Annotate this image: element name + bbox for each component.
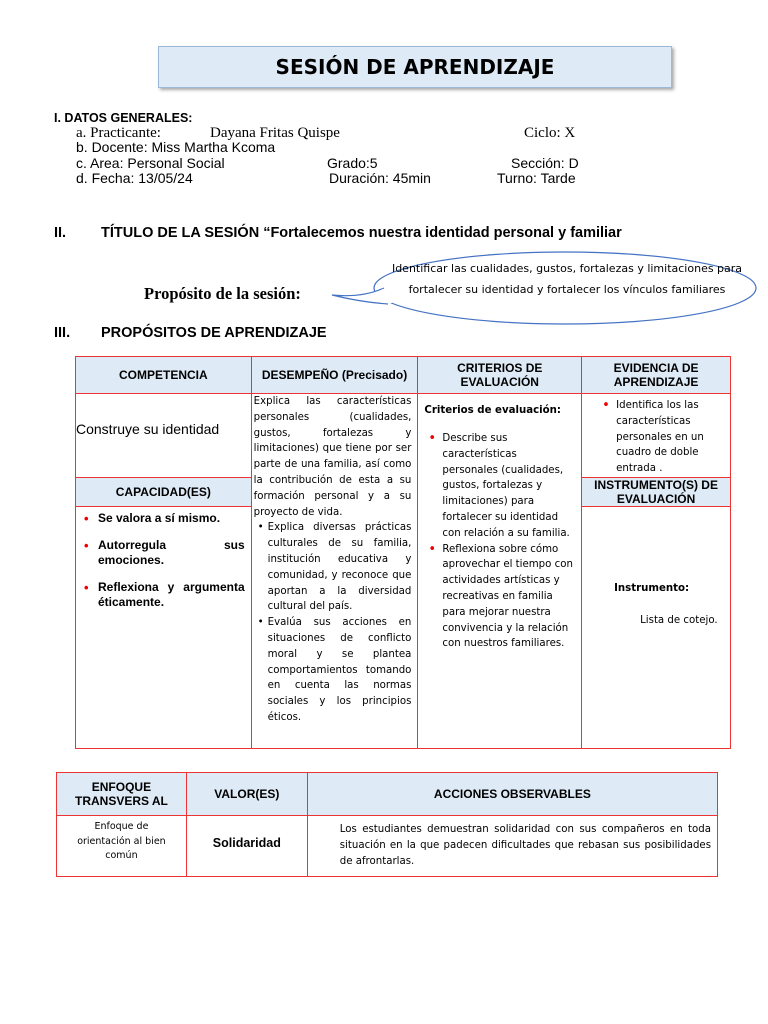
capacidades-cell [76,506,252,748]
header-acciones: ACCIONES OBSERVABLES [307,773,717,816]
header-valor: VALOR(ES) [186,773,307,816]
ciclo-value: Ciclo: X [524,125,576,141]
turno-value: Turno: Tarde [497,170,576,186]
practicante-label: a. Practicante: [76,125,161,141]
acciones-cell: Los estudiantes demuestran solidaridad con sus compañeros en toda situación en la que padecen dificultades que rebasan sus posibilidades de afrontarlas. [307,816,717,877]
section-2-number: II. [54,225,67,241]
desempeno-item: • Explica diversas prácticas culturales de su familia, institución educativa y comunidad, y reconoce que aportan a la diversidad cultural del país. [268,520,412,615]
learning-purposes-table [75,356,731,749]
header-instrumento: INSTRUMENTO(S) DE EVALUACIÓN [582,477,731,506]
evidencia-item: • Identifica los las características personales en un cuadro de doble entrada . [616,398,726,477]
header-evidencia: EVIDENCIA DE APRENDIZAJE [582,357,731,394]
capacidad-item: • Se valora a sí mismo. [98,511,245,526]
criterios-label: Criterios de evaluación: [424,405,561,416]
criterios-cell [418,394,582,749]
competencia-cell: Construye su identidad [76,394,252,478]
valor-cell: Solidaridad [186,816,307,877]
instrumento-value: Lista de cotejo. [640,614,718,626]
enfoque-cell: Enfoque de orientación al bien común [57,816,187,877]
page-title: SESIÓN DE APRENDIZAJE [158,46,672,88]
proposito-line-1: Identificar las cualidades, gustos, fortalezas y limitaciones para [391,262,743,275]
duracion-value: Duración: 45min [329,170,431,186]
capacidad-item: • Reflexiona y argumenta éticamente. [98,580,245,610]
seccion-value: Sección: D [511,155,579,171]
evidencia-cell [582,394,731,478]
enfoque-table [56,772,718,877]
desempeno-item: • Evalúa sus acciones en situaciones de conflicto moral y se plantea comportamientos tomando en cuenta las normas sociales y los principios éticos. [268,615,412,726]
proposito-text [386,258,748,300]
section-3-title: PROPÓSITOS DE APRENDIZAJE [101,325,327,341]
practicante-value: Dayana Fritas Quispe [210,125,340,141]
datos-heading: I. DATOS GENERALES: [54,111,193,125]
header-capacidades: CAPACIDAD(ES) [76,477,252,506]
proposito-line-2: fortalecer su identidad y fortalecer los vínculos familiares [408,283,726,296]
area-value: c. Area: Personal Social [76,155,225,171]
grado-value: Grado:5 [327,155,378,171]
criterio-item: • Describe sus características personales (cualidades, gustos, fortalezas y limitaciones) para fortalecer su identidad con relación a su familia. [442,431,575,542]
criterio-item: • Reflexiona sobre cómo aprovechar el tiempo con actividades artísticas y recreativas en familia para mejorar nuestra convivencia y la relación con nuestros familiares. [442,542,575,653]
header-desempeno: DESEMPEÑO (Precisado) [251,357,418,394]
fecha-value: d. Fecha: 13/05/24 [76,170,193,186]
proposito-label: Propósito de la sesión: [144,284,301,303]
instrumento-label: Instrumento: [614,582,690,594]
instrumento-cell [582,506,731,748]
capacidad-item: • Autorregula sus emociones. [98,538,245,568]
desempeno-intro: Explica las características personales (cualidades, gustos, fortalezas y limitaciones) que tiene por ser parte de una familia, así como la contribución de esta a su formación personal y a su proyecto de vida. [253,396,412,518]
docente-value: b. Docente: Miss Martha Kcoma [76,139,276,155]
session-title: TÍTULO DE LA SESIÓN “Fortalecemos nuestra identidad personal y familiar [101,225,622,241]
header-competencia: COMPETENCIA [76,357,252,394]
header-enfoque: ENFOQUE TRANSVERS AL [57,773,187,816]
section-3-number: III. [54,325,71,341]
desempeno-cell [251,394,418,749]
header-criterios: CRITERIOS DE EVALUACIÓN [418,357,582,394]
